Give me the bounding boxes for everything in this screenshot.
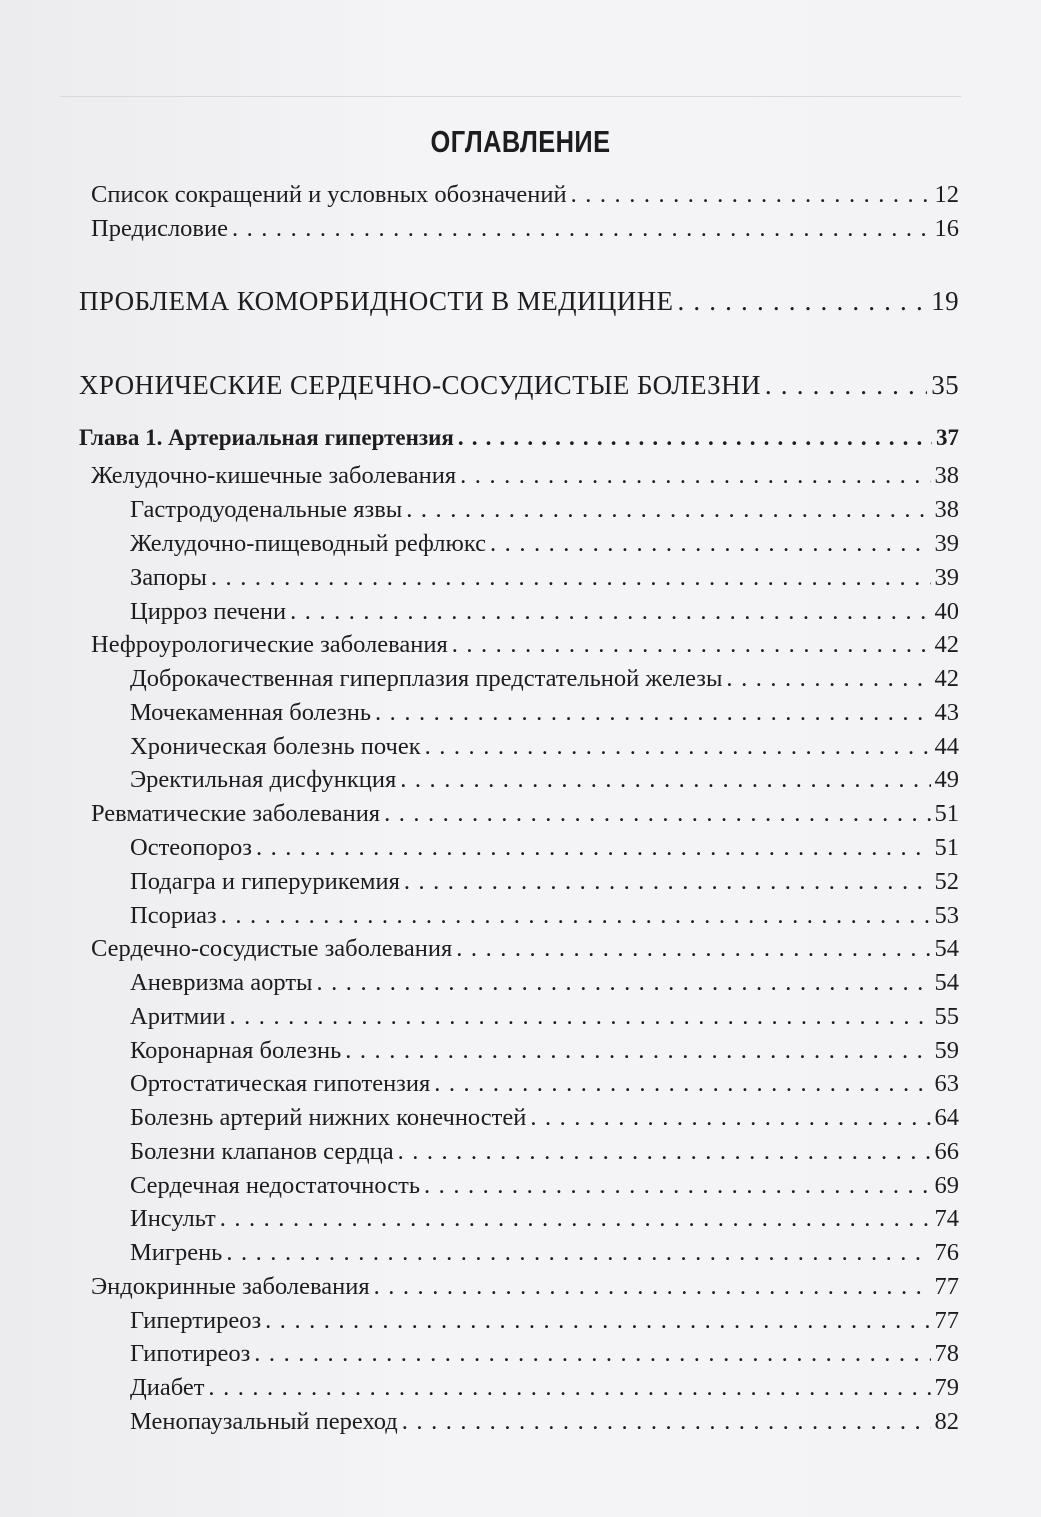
- toc-entry-page: 64: [934, 1104, 959, 1131]
- leader-dots: [490, 530, 930, 558]
- toc-entry-label: Желудочно-кишечные заболевания: [91, 462, 457, 489]
- toc-subentry: [130, 1172, 959, 1200]
- leader-dots: [211, 564, 931, 592]
- leader-dots: [425, 733, 931, 761]
- toc-entry-page: 77: [934, 1307, 959, 1334]
- toc-entry-label: Сердечно-сосудистые заболевания: [91, 935, 453, 962]
- leader-dots: [398, 1138, 931, 1166]
- toc-subentry: [130, 969, 959, 997]
- leader-dots: [230, 1003, 931, 1031]
- toc-entry-label: Запоры: [130, 564, 207, 591]
- toc-subentry: [130, 1374, 959, 1402]
- toc-entry-page: 43: [934, 699, 959, 726]
- toc-entry-page: 55: [934, 1003, 959, 1030]
- toc-entry-label: Аневризма аорты: [130, 969, 313, 996]
- toc-entry-label: Эндокринные заболевания: [91, 1273, 370, 1300]
- leader-dots: [726, 665, 930, 693]
- leader-dots: [221, 902, 931, 930]
- toc-subentry: [130, 1003, 959, 1031]
- toc-entry-page: 52: [934, 868, 959, 895]
- toc-entry-label: Мигрень: [130, 1239, 223, 1266]
- toc-entry-label: Подагра и гиперурикемия: [130, 868, 400, 895]
- toc-entry-page: 53: [934, 902, 959, 929]
- toc-entry-page: 35: [931, 370, 959, 400]
- toc-chapter-heading: [79, 425, 959, 451]
- toc-entry-label: Цирроз печени: [130, 598, 287, 625]
- toc-entry: [91, 935, 959, 963]
- toc-entry: [91, 1273, 959, 1301]
- leader-dots: [406, 496, 930, 524]
- toc-entry-page: 77: [934, 1273, 959, 1300]
- toc-subentry: [130, 834, 959, 862]
- leader-dots: [424, 1172, 930, 1200]
- toc-entry-label: Эректильная дисфункция: [130, 766, 397, 793]
- toc-subentry: [130, 1104, 959, 1132]
- toc-entry-page: 16: [934, 215, 959, 242]
- toc-subentry: [130, 902, 959, 930]
- toc-entry-page: 69: [934, 1172, 959, 1199]
- toc-entry-label: Доброкачественная гиперплазия предстательной железы: [130, 665, 723, 692]
- toc-entry-page: 12: [934, 181, 959, 208]
- leader-dots: [571, 181, 931, 209]
- toc-entry-page: 54: [934, 935, 959, 962]
- leader-dots: [456, 935, 930, 963]
- toc-entry-label: Хроническая болезнь почек: [130, 733, 421, 760]
- toc-entry-page: 40: [934, 598, 959, 625]
- leader-dots: [232, 215, 931, 243]
- toc-entry-page: 51: [934, 800, 959, 827]
- leader-dots: [374, 1273, 931, 1301]
- leader-dots: [375, 699, 930, 727]
- toc-entry-page: 79: [934, 1374, 959, 1401]
- toc-entry: [91, 181, 959, 209]
- leader-dots: [402, 1408, 931, 1436]
- toc-subentry: [130, 1070, 959, 1098]
- toc-part-heading: [79, 370, 959, 401]
- toc-entry-label: Предисловие: [91, 215, 228, 242]
- toc-entry-page: 78: [934, 1340, 959, 1367]
- leader-dots: [434, 1070, 930, 1098]
- leader-dots: [677, 286, 927, 317]
- toc-subentry: [130, 1340, 959, 1368]
- toc-entry-label: Список сокращений и условных обозначений: [91, 181, 567, 208]
- leader-dots: [265, 1307, 930, 1335]
- toc-entry-label: Болезнь артерий нижних конечностей: [130, 1104, 527, 1131]
- leader-dots: [460, 462, 930, 490]
- toc-entry: [91, 631, 959, 659]
- leader-dots: [404, 868, 931, 896]
- toc-entry-label: Псориаз: [130, 902, 217, 929]
- toc-entry-label: Гипотиреоз: [130, 1340, 251, 1367]
- toc-entry-page: 51: [934, 834, 959, 861]
- toc-subentry: [130, 699, 959, 727]
- toc-subentry: [130, 868, 959, 896]
- toc-entry-page: 59: [934, 1037, 959, 1064]
- toc-entry-label: Мочекаменная болезнь: [130, 699, 372, 726]
- toc-subentry: [130, 496, 959, 524]
- leader-dots: [765, 370, 927, 401]
- toc-entry-label: Глава 1. Артериальная гипертензия: [79, 425, 454, 450]
- toc-title: ОГЛАВЛЕНИЕ: [430, 124, 611, 159]
- toc-entry-page: 74: [934, 1205, 959, 1232]
- toc-entry-page: 37: [936, 425, 959, 450]
- toc-entry-page: 82: [934, 1408, 959, 1435]
- toc-entry-label: Гастродуоденальные язвы: [130, 496, 403, 523]
- toc-entry-label: Аритмии: [130, 1003, 226, 1030]
- toc-subentry: [130, 598, 959, 626]
- toc-entry-label: Гипертиреоз: [130, 1307, 262, 1334]
- toc-entry-page: 54: [934, 969, 959, 996]
- leader-dots: [226, 1239, 930, 1267]
- leader-dots: [290, 598, 930, 626]
- toc-subentry: [130, 1408, 959, 1436]
- toc-entry-label: Нефроурологические заболевания: [91, 631, 448, 658]
- toc-entry-label: Сердечная недостаточность: [130, 1172, 421, 1199]
- toc-entry-label: Менопаузальный переход: [130, 1408, 398, 1435]
- toc-entry-label: Ревматические заболевания: [91, 800, 381, 827]
- toc-entry-page: 42: [934, 665, 959, 692]
- toc-entry: [91, 800, 959, 828]
- leader-dots: [400, 766, 930, 794]
- toc-entry-page: 49: [934, 766, 959, 793]
- toc-entry-label: Диабет: [130, 1374, 205, 1401]
- toc-subentry: [130, 1138, 959, 1166]
- leader-dots: [458, 425, 932, 451]
- toc-subentry: [130, 766, 959, 794]
- leader-dots: [220, 1205, 931, 1233]
- toc-subentry: [130, 665, 959, 693]
- toc-subentry: [130, 1037, 959, 1065]
- toc-entry-label: Коронарная болезнь: [130, 1037, 342, 1064]
- toc-subentry: [130, 530, 959, 558]
- toc-entry-page: 76: [934, 1239, 959, 1266]
- toc-part-heading: [79, 286, 959, 317]
- toc-entry-page: 63: [934, 1070, 959, 1097]
- toc-entry-page: 42: [934, 631, 959, 658]
- toc-entry-page: 38: [934, 462, 959, 489]
- toc-entry-label: Болезни клапанов сердца: [130, 1138, 394, 1165]
- toc-entry-page: 38: [934, 496, 959, 523]
- toc-entry-label: ПРОБЛЕМА КОМОРБИДНОСТИ В МЕДИЦИНЕ: [79, 286, 674, 316]
- toc-entry-label: Инсульт: [130, 1205, 216, 1232]
- toc-entry-label: Ортостатическая гипотензия: [130, 1070, 431, 1097]
- leader-dots: [345, 1037, 930, 1065]
- leader-dots: [254, 1340, 930, 1368]
- toc-entry-label: Желудочно-пищеводный рефлюкс: [130, 530, 487, 557]
- toc-entry: [91, 462, 959, 490]
- toc-entry-page: 19: [931, 286, 959, 316]
- leader-dots: [256, 834, 931, 862]
- toc-subentry: [130, 564, 959, 592]
- toc-subentry: [130, 733, 959, 761]
- toc-entry-label: Остеопороз: [130, 834, 252, 861]
- leader-dots: [530, 1104, 930, 1132]
- toc-entry: [91, 215, 959, 243]
- leader-dots: [452, 631, 931, 659]
- toc-entry-page: 66: [934, 1138, 959, 1165]
- toc-subentry: [130, 1239, 959, 1267]
- toc-entry-page: 39: [934, 564, 959, 591]
- leader-dots: [384, 800, 930, 828]
- leader-dots: [317, 969, 931, 997]
- leader-dots: [208, 1374, 930, 1402]
- toc-entry-page: 44: [934, 733, 959, 760]
- toc-subentry: [130, 1307, 959, 1335]
- toc-subentry: [130, 1205, 959, 1233]
- toc-entry-label: ХРОНИЧЕСКИЕ СЕРДЕЧНО-СОСУДИСТЫЕ БОЛЕЗНИ: [79, 370, 761, 400]
- toc-entry-page: 39: [934, 530, 959, 557]
